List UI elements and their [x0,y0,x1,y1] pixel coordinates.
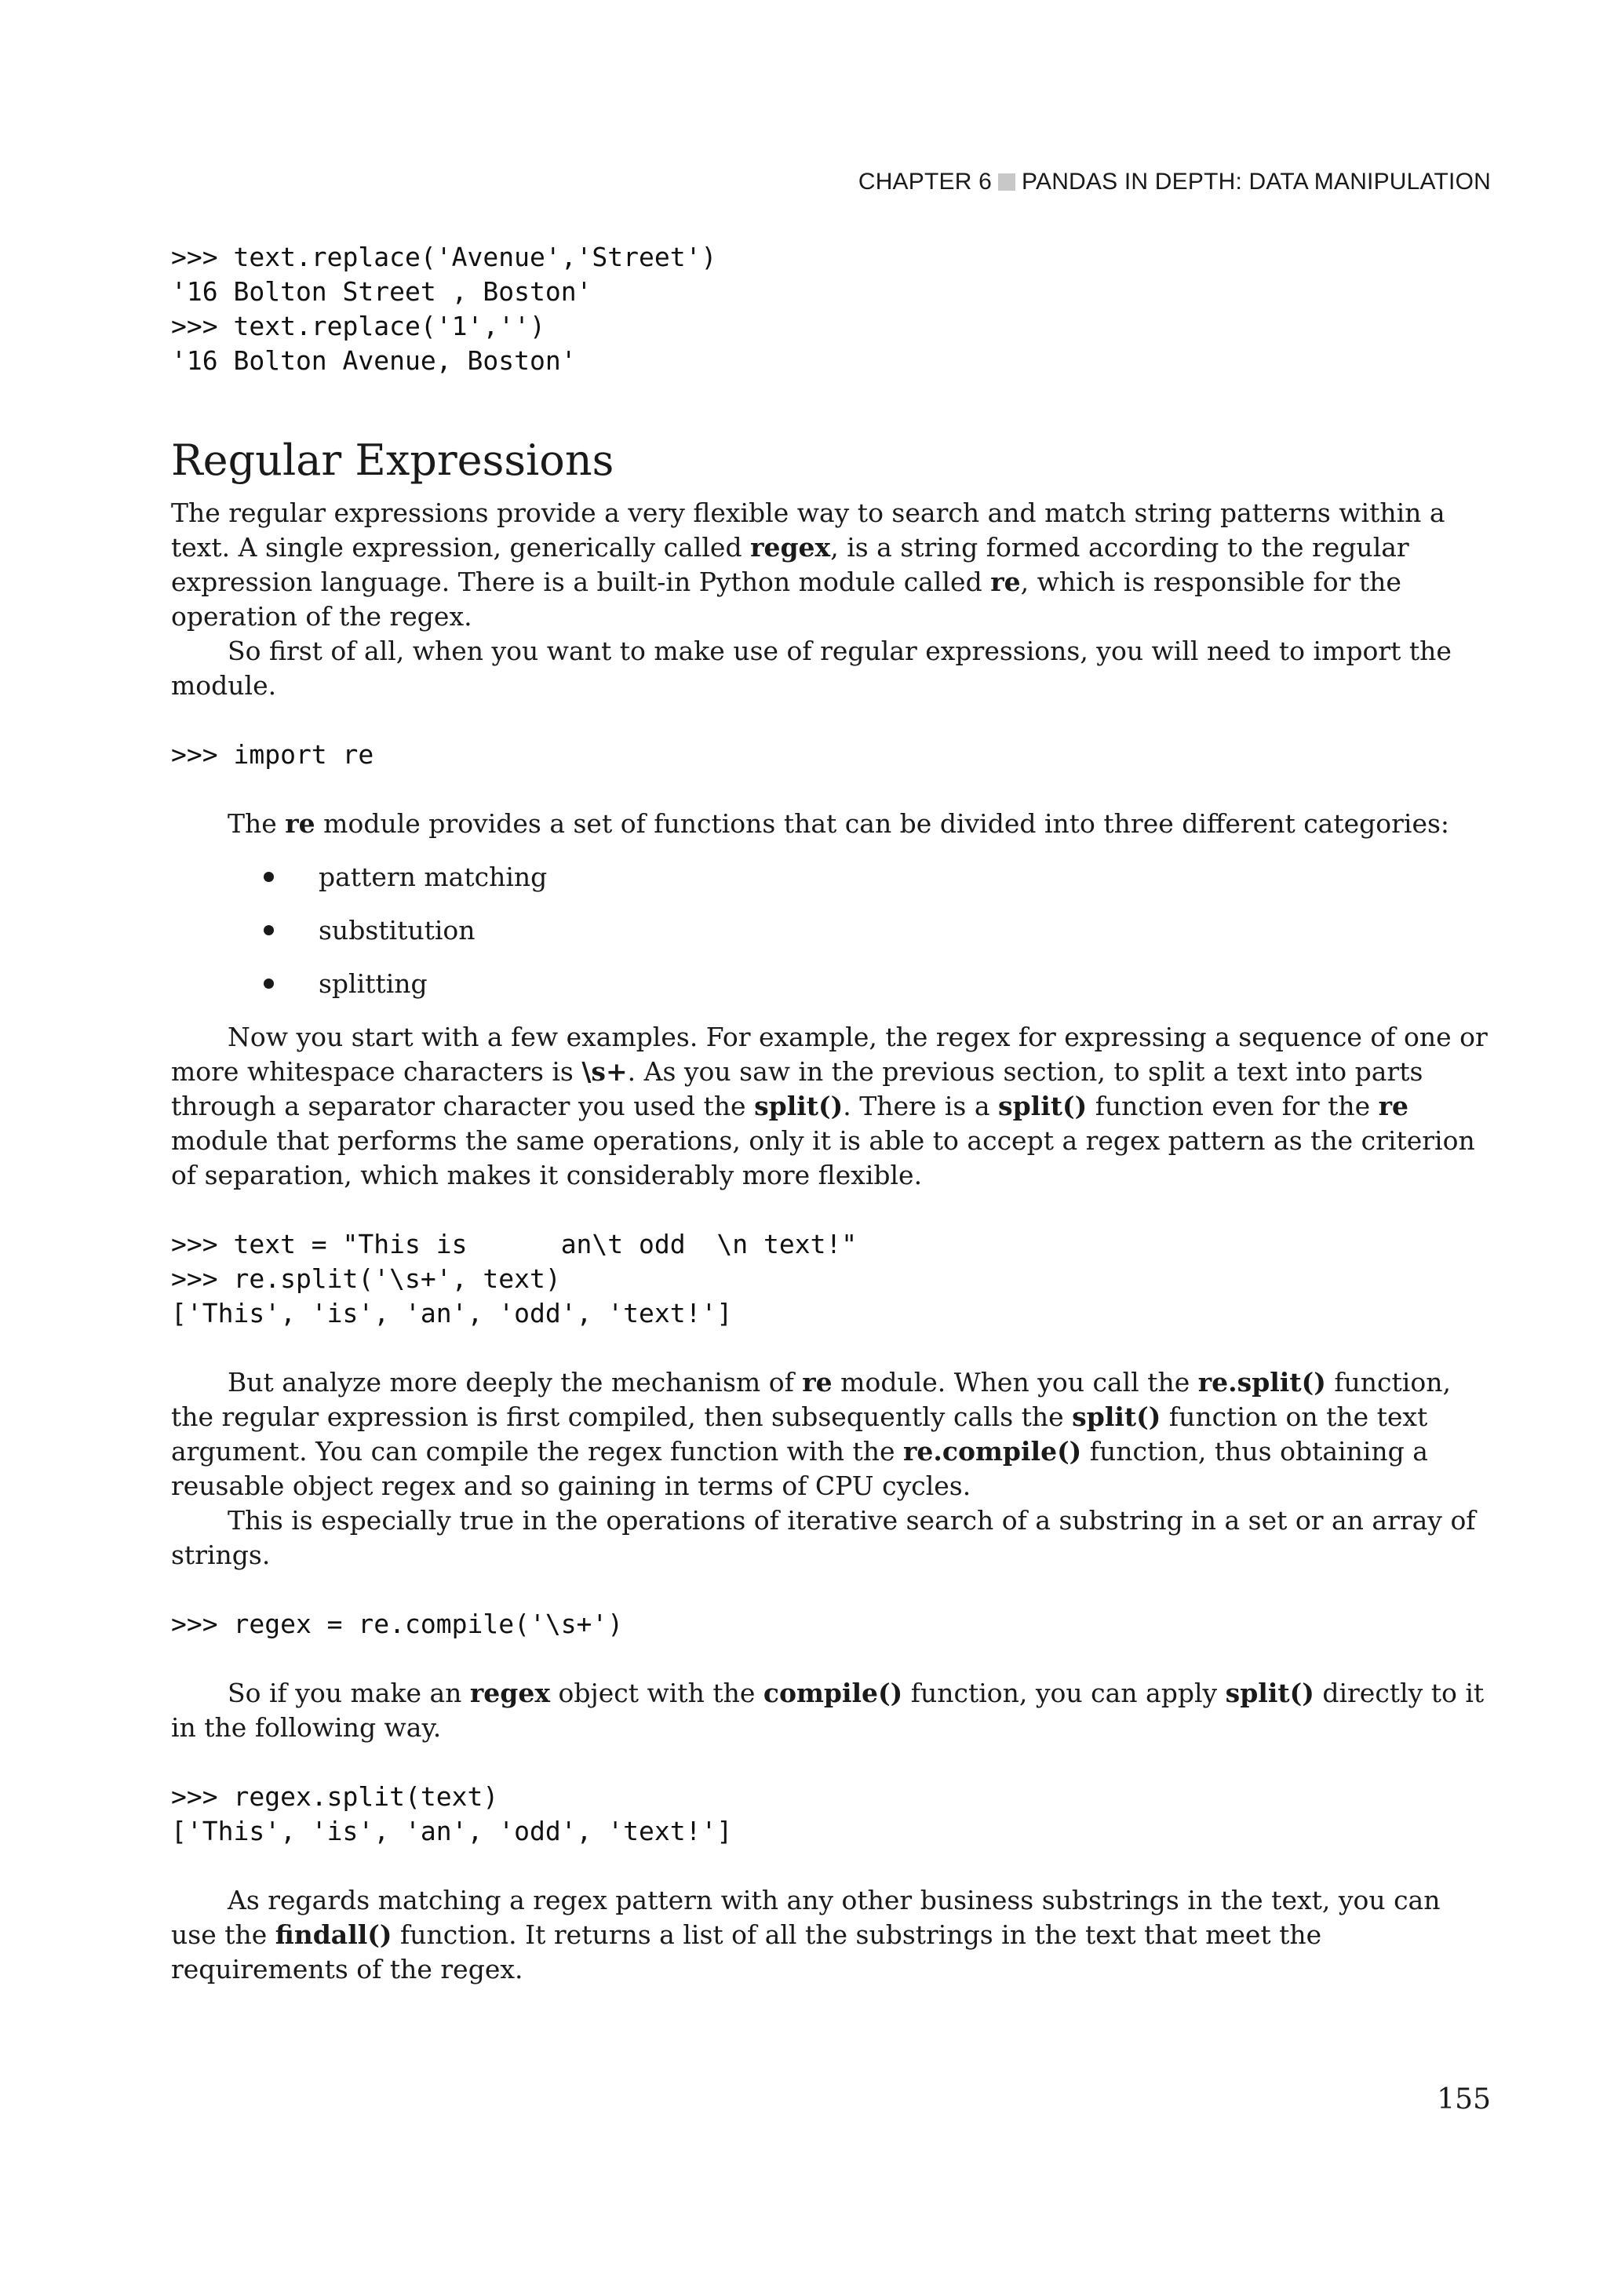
code-block-replace: >>> text.replace('Avenue','Street') '16 Bolton Street , Boston' >>> text.replace('1','') '16 Bolton Avenue, Boston' [171,242,717,376]
code-block-split: >>> text = "This is an\t odd \n text!" >>> re.split('\s+', text) ['This', 'is', 'an', 'odd', 'text!'] [171,1229,858,1328]
page-number: 155 [1437,2083,1491,2116]
bullet-icon [264,979,274,989]
chapter-label: CHAPTER 6 [858,169,992,195]
bullet-icon [264,925,274,935]
paragraph-regex-object: So if you make an regex object with the compile() function, you can apply split() directly to it in the following way. [171,1678,1485,1743]
running-header [858,166,1491,198]
list-item: substitution [171,913,1492,948]
section-heading: Regular Expressions [171,436,614,485]
category-list [171,860,1492,1001]
paragraph-categories: The re module provides a set of functions that can be divided into three different categories: [228,808,1450,839]
chapter-title: PANDAS IN DEPTH: DATA MANIPULATION [1022,169,1491,195]
code-block-compile: >>> regex = re.compile('\s+') [171,1609,624,1639]
list-item: splitting [171,967,1492,1001]
bullet-icon [264,872,274,882]
paragraph-examples: Now you start with a few examples. For example, the regex for expressing a sequence of one or more whitespace characters is \s+. As you saw in the previous section, to split a text into parts through a separator character you used the split(). There is a split() function even for the re module that performs the same operations, only it is able to accept a regex pattern as the criterion of separation, which makes it considerably more flexible. [171,1022,1488,1190]
paragraph-mechanism: But analyze more deeply the mechanism of re module. When you call the re.split() function, the regular expression is first compiled, then subsequently calls the split() function on the text argument. You can compile the regex function with the re.compile() function, thus obtaining a reusable object regex and so gaining in terms of CPU cycles. [171,1367,1451,1501]
paragraph-import: So first of all, when you want to make use of regular expressions, you will need to import the module. [171,636,1452,701]
code-block-import: >>> import re [171,739,374,770]
header-separator-square [998,173,1015,191]
code-block-regex-split: >>> regex.split(text) ['This', 'is', 'an', 'odd', 'text!'] [171,1781,733,1846]
paragraph-findall: As regards matching a regex pattern with any other business substrings in the text, you can use the findall() function. It returns a list of all the substrings in the text that meet the requirements of the regex. [171,1885,1441,1984]
list-item: pattern matching [171,860,1492,895]
paragraph-iterative: This is especially true in the operations of iterative search of a substring in a set or an array of strings. [171,1505,1476,1570]
paragraph-intro: The regular expressions provide a very flexible way to search and match string patterns within a text. A single expression, generically called regex, is a string formed according to the regular expression language. There is a built-in Python module called re, which is responsible for the operation of the regex. [171,497,1445,632]
page-content [171,240,1492,1987]
